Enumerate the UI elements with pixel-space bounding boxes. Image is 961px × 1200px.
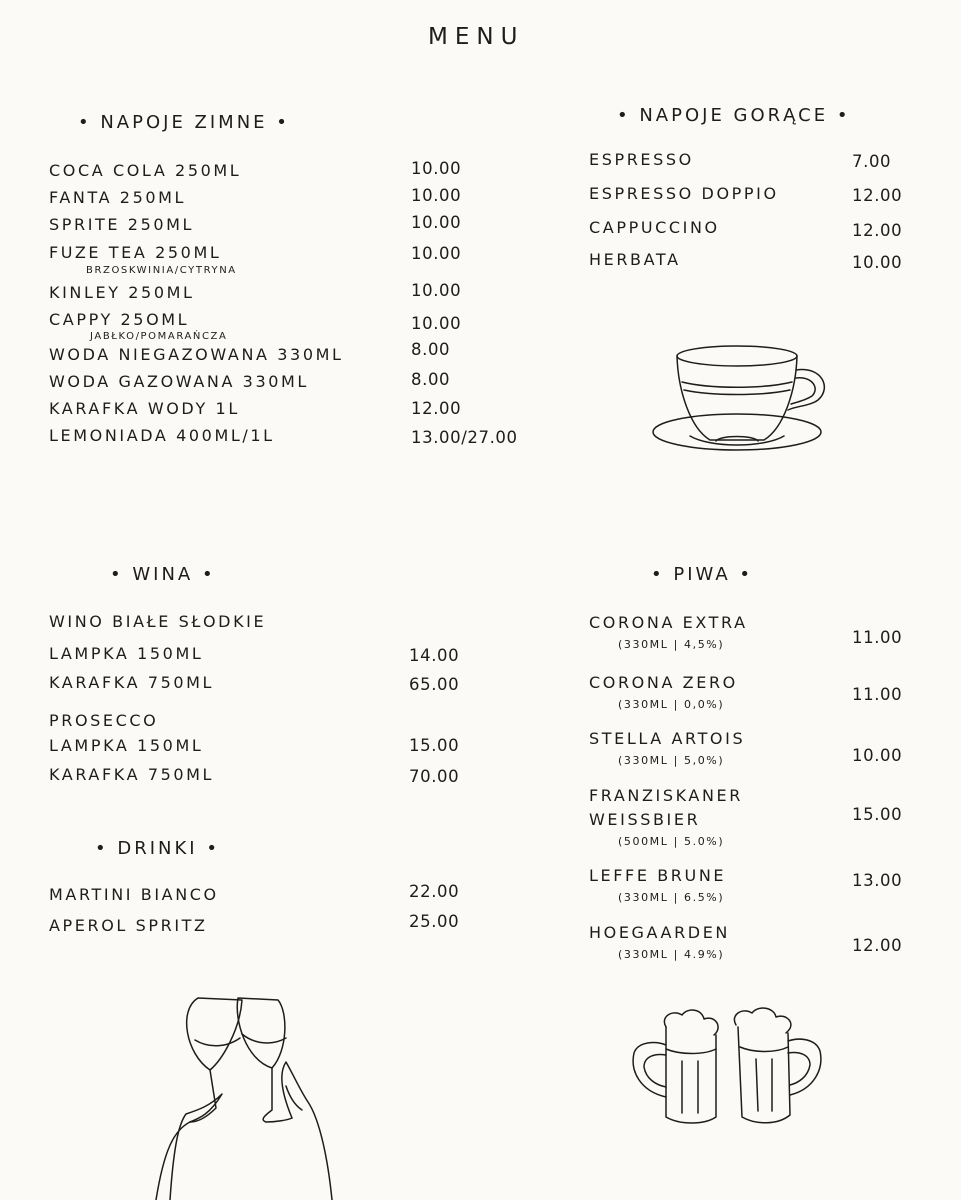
menu-item-price: 12.00 [852, 221, 903, 240]
menu-item-name: LAMPKA 150ML [49, 736, 204, 755]
menu-item-price: 10.00 [411, 159, 462, 178]
menu-item-name: FRANZISKANER [589, 786, 743, 805]
menu-item-price: 8.00 [411, 370, 451, 389]
menu-item-price: 13.00 [852, 871, 903, 890]
menu-item-price: 11.00 [852, 628, 903, 647]
toasting-wine-glasses-icon [150, 990, 350, 1200]
page-title: MENU [428, 24, 525, 50]
menu-item-name: COCA COLA 250ML [49, 161, 242, 180]
menu-item-price: 13.00/27.00 [411, 428, 518, 447]
wine-group-name: PROSECCO [49, 711, 159, 730]
menu-item-name: WODA GAZOWANA 330ML [49, 372, 309, 391]
beer-mugs-illustration-icon [630, 1005, 830, 1135]
menu-item-price: 10.00 [411, 314, 462, 333]
menu-item-price: 7.00 [852, 152, 892, 171]
menu-item-name: FANTA 250ML [49, 188, 187, 207]
menu-item-price: 10.00 [411, 186, 462, 205]
menu-item-price: 25.00 [409, 912, 460, 931]
menu-item-price: 12.00 [852, 936, 903, 955]
menu-item-name: APEROL SPRITZ [49, 916, 208, 935]
menu-item-name: SPRITE 250ML [49, 215, 195, 234]
menu-item-price: 12.00 [411, 399, 462, 418]
wine-group-name: WINO BIAŁE SŁODKIE [49, 612, 267, 631]
menu-item-price: 10.00 [411, 244, 462, 263]
menu-item-name: STELLA ARTOIS [589, 729, 746, 748]
menu-item-spec: (330ML | 0,0%) [618, 698, 725, 711]
menu-item-name: MARTINI BIANCO [49, 885, 219, 904]
menu-item-price: 10.00 [411, 213, 462, 232]
menu-item-name: LEMONIADA 400ML/1L [49, 426, 275, 445]
menu-item-name: LEFFE BRUNE [589, 866, 727, 885]
menu-item-price: 15.00 [409, 736, 460, 755]
menu-item-spec: (330ML | 5,0%) [618, 754, 725, 767]
menu-item-spec: (330ML | 4.9%) [618, 948, 725, 961]
menu-item-name: CAPPUCCINO [589, 218, 720, 237]
menu-item-price: 22.00 [409, 882, 460, 901]
menu-item-name: KARAFKA 750ML [49, 673, 215, 692]
menu-item-name: KINLEY 250ML [49, 283, 195, 302]
menu-item-name: CORONA EXTRA [589, 613, 748, 632]
menu-item-price: 70.00 [409, 767, 460, 786]
menu-item-price: 10.00 [411, 281, 462, 300]
menu-item-name: HOEGAARDEN [589, 923, 730, 942]
menu-item-name-line2: WEISSBIER [589, 810, 701, 829]
menu-item-name: KARAFKA 750ML [49, 765, 215, 784]
teacup-illustration-icon [650, 340, 830, 460]
menu-item-price: 11.00 [852, 685, 903, 704]
menu-item-name: LAMPKA 150ML [49, 644, 204, 663]
menu-item-subtitle: JABŁKO/POMARAŃCZA [90, 331, 228, 342]
menu-item-price: 14.00 [409, 646, 460, 665]
section-heading-drinki: • DRINKI • [95, 838, 220, 859]
menu-item-price: 10.00 [852, 253, 903, 272]
menu-item-subtitle: BRZOSKWINIA/CYTRYNA [86, 265, 237, 276]
menu-item-price: 10.00 [852, 746, 903, 765]
menu-item-name: CAPPY 25OML [49, 310, 190, 329]
section-heading-piwa: • PIWA • [651, 564, 753, 585]
menu-item-spec: (330ML | 4,5%) [618, 638, 725, 651]
menu-item-name: ESPRESSO [589, 150, 694, 169]
menu-item-price: 65.00 [409, 675, 460, 694]
menu-item-price: 12.00 [852, 186, 903, 205]
menu-item-name: WODA NIEGAZOWANA 330ML [49, 345, 344, 364]
menu-item-price: 15.00 [852, 805, 903, 824]
menu-item-name: CORONA ZERO [589, 673, 738, 692]
menu-item-name: HERBATA [589, 250, 681, 269]
section-heading-napoje-zimne: • NAPOJE ZIMNE • [78, 112, 290, 133]
section-heading-napoje-gorace: • NAPOJE GORĄCE • [617, 105, 851, 126]
menu-item-name: ESPRESSO DOPPIO [589, 184, 779, 203]
menu-item-spec: (330ML | 6.5%) [618, 891, 725, 904]
menu-item-name: FUZE TEA 250ML [49, 243, 222, 262]
menu-item-price: 8.00 [411, 340, 451, 359]
menu-item-name: KARAFKA WODY 1L [49, 399, 240, 418]
menu-item-spec: (500ML | 5.0%) [618, 835, 725, 848]
section-heading-wina: • WINA • [110, 564, 216, 585]
